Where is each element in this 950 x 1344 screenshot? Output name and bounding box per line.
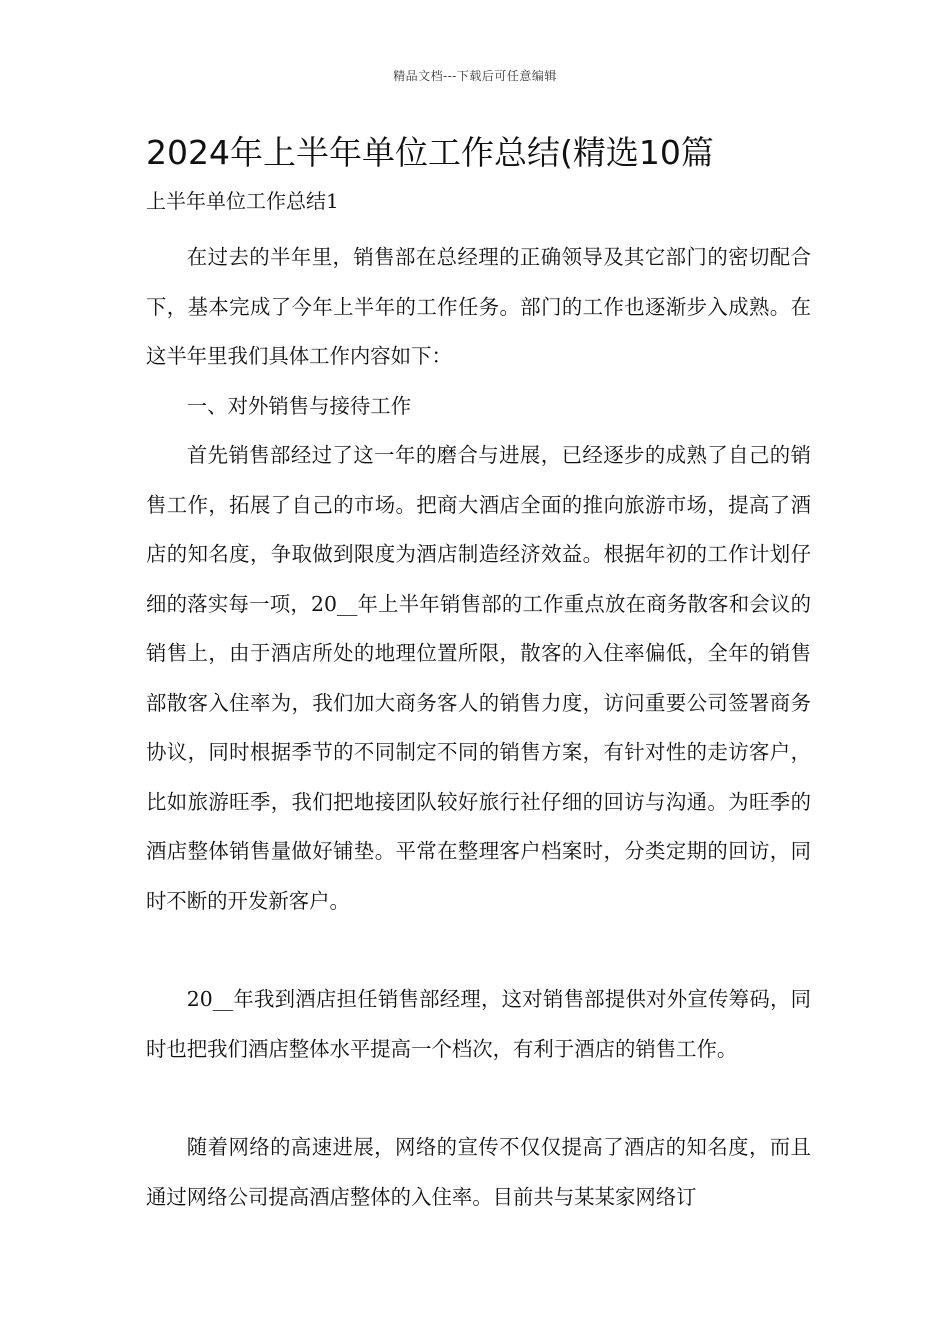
- paragraph-manager: 20__年我到酒店担任销售部经理，这对销售部提供对外宣传筹码，同时也把我们酒店整体水平提高一个档次，有利于酒店的销售工作。: [146, 987, 811, 1061]
- header-note: 精品文档---下载后可任意编辑: [393, 69, 557, 83]
- paragraph-subheading: 一、对外销售与接待工作: [186, 394, 412, 418]
- paragraph-sales-work: 首先销售部经过了这一年的磨合与进展，已经逐步的成熟了自己的销售工作，拓展了自己的市场。把商大酒店全面的推向旅游市场，提高了酒店的知名度，争取做到限度为酒店制造经济效益。根据年初的工作计划仔细的落实每一项，20__年上半年销售部的工作重点放在商务散客和会议的销售上，由于酒店所处的地理位置所限，散客的入住率偏低，全年的销售部散客入住率为，我们加大商务客人的销售力度，访问重要公司签署商务协议，同时根据季节的不同制定不同的销售方案，有针对性的走访客户，比如旅游旺季，我们把地接团队较好旅行社仔细的回访与沟通。为旺季的酒店整体销售量做好铺垫。平常在整理客户档案时，分类定期的回访，同时不断的开发新客户。: [146, 443, 811, 913]
- paragraph-network: 随着网络的高速进展，网络的宣传不仅仅提高了酒店的知名度，而且通过网络公司提高酒店整体的入住率。目前共与某某家网络订: [146, 1135, 811, 1209]
- paragraph-intro: 在过去的半年里，销售部在总经理的正确领导及其它部门的密切配合下，基本完成了今年上半年的工作任务。部门的工作也逐渐步入成熟。在这半年里我们具体工作内容如下：: [146, 245, 811, 368]
- document-title: 2024年上半年单位工作总结(精选10篇: [146, 133, 714, 172]
- section-heading: 上半年单位工作总结1: [146, 189, 339, 213]
